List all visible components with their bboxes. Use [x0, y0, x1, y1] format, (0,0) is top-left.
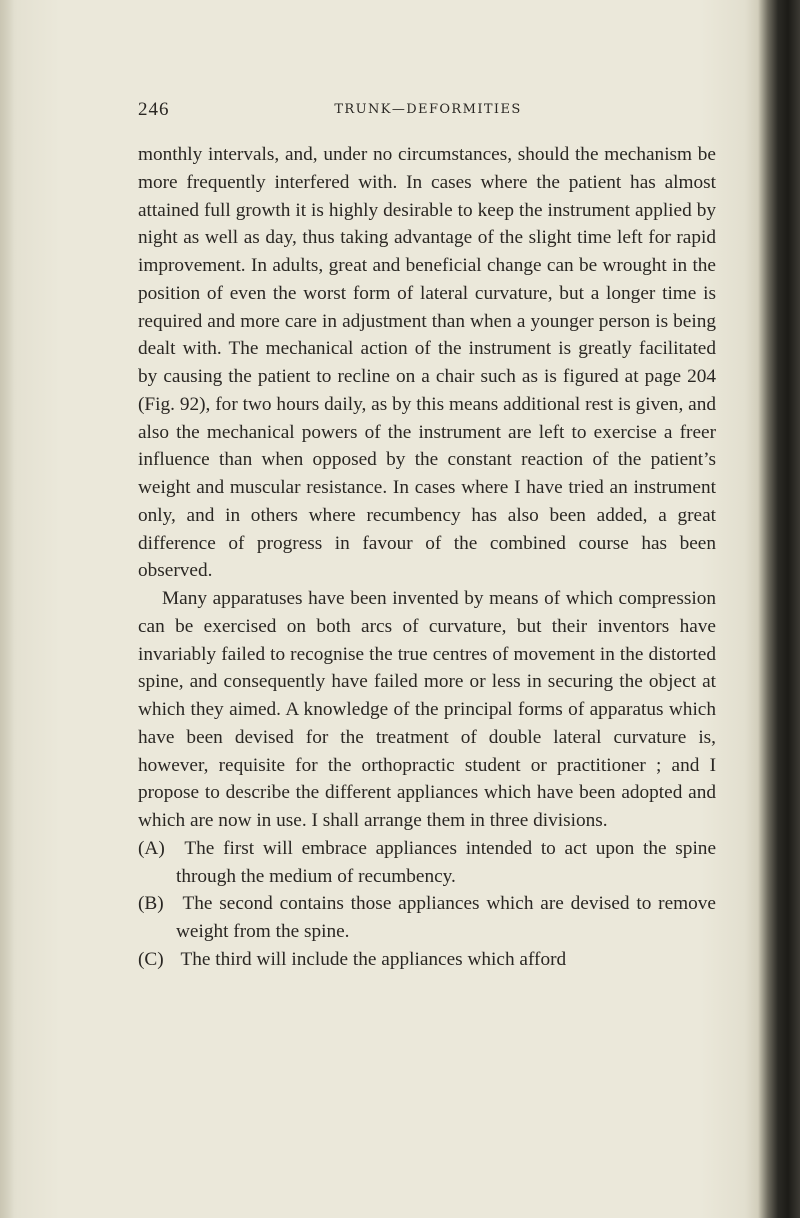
paragraph-continued: monthly intervals, and, under no circumstances, should the mechanism be more frequently interfered with. In cases where the patient has almost attained full growth it is highly desirable to keep the instrument applied by night as well as day, thus taking advantage of the slight time left for rapid improvement. In adults, great and beneficial change can be wrought in the position of even the worst form of lateral curvature, but a longer time is required and more care in adjustment than when a younger person is being dealt with. The mechanical action of the instrument is greatly facilitated by causing the patient to recline on a chair such as is figured at page 204 (Fig. 92), for two hours daily, as by this means additional rest is given, and also the mechanical powers of the instrument are left to exercise a freer influence than when opposed by the constant reaction of the patient’s weight and muscular resistance. In cases where I have tried an instrument only, and in others where recumbency has also been added, a great difference of progress in favour of the combined course has been observed. — [138, 144, 716, 582]
body-text — [138, 141, 716, 974]
division-text-c: The third will include the appliances which afford — [180, 948, 567, 970]
division-label-b: (B) — [138, 893, 164, 915]
division-item-a — [138, 835, 716, 891]
division-item-c — [138, 946, 716, 974]
division-item-b — [138, 890, 716, 946]
division-label-c: (C) — [138, 948, 164, 970]
paragraph-apparatuses: Many apparatuses have been invented by means of which compression can be exercised on both arcs of curvature, but their inventors have invariably failed to recognise the true centres of movement in the distorted spine, and consequently have failed more or less in securing the object at which they aimed. A knowledge of the principal forms of apparatus which have been devised for the treatment of double lateral curvature is, however, requisite for the orthopractic student or practitioner ; and I propose to describe the different appliances which have been adopted and which are now in use. I shall arrange them in three divisions. — [138, 588, 716, 831]
division-label-a: (A) — [138, 837, 165, 859]
running-title: TRUNK—DEFORMITIES — [334, 102, 522, 117]
division-text-b: The second contains those appliances which are devised to remove weight from the spine. — [176, 893, 716, 942]
page-number: 246 — [138, 99, 170, 120]
book-binding-shadow — [758, 0, 800, 1218]
page-header — [138, 99, 718, 127]
page-left-edge-shadow — [0, 0, 14, 1218]
division-text-a: The first will embrace appliances intended to act upon the spine through the medium of recumbency. — [176, 837, 717, 887]
